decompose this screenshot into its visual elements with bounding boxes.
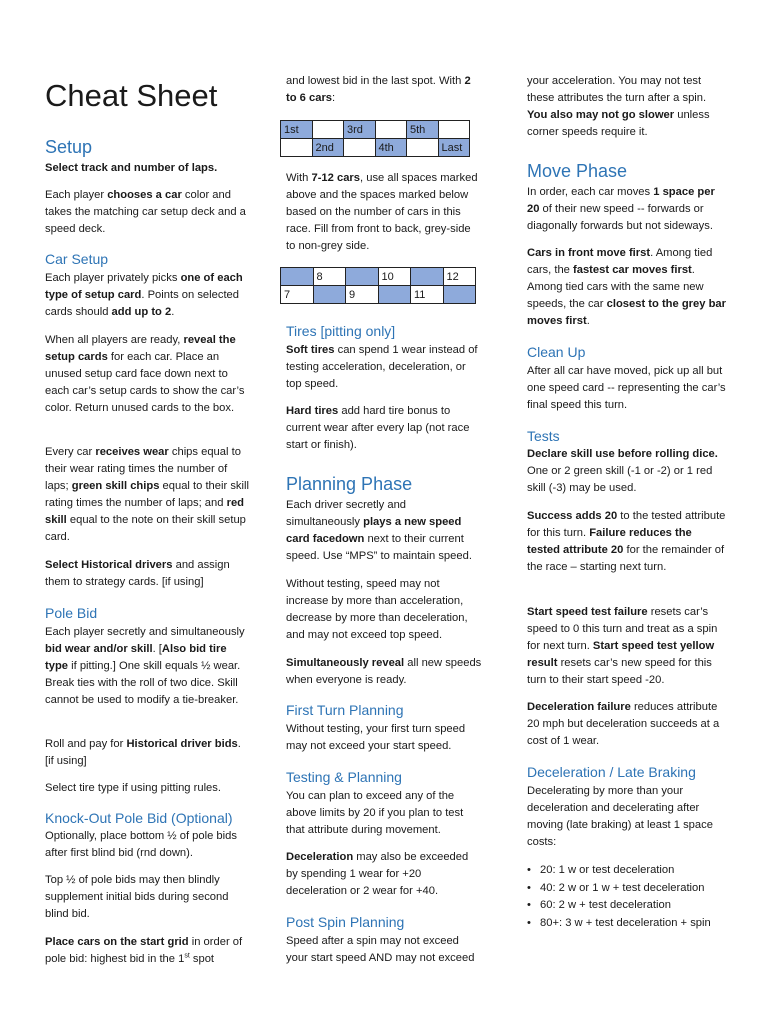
start-grid-small — [280, 120, 470, 157]
tests-text-3: Start speed test failure resets car’s speed to 0 this turn and treat as a spin for next turn. Start speed test yellow result resets car’s new speed for this turn to their start speed -20. — [527, 606, 718, 686]
pole-bid-text-1: Each player secretly and simultaneously bid wear and/or skill. [Also bid tire type if pitting.] One skill equals ½ wear. Break ties with the roll of two dice. Skill cannot be used to modify a tie-breaker. — [45, 626, 245, 706]
grid-cell — [344, 139, 376, 157]
grid-cell — [281, 268, 314, 286]
list-item: • 40: 2 w or 1 w + test deceleration — [527, 880, 737, 898]
start-grid-large — [280, 267, 476, 304]
tests-text-4: Deceleration failure reduces attribute 20 mph but deceleration succeeds at a cost of 1 wear. — [527, 701, 720, 747]
pole-bid-text-3: Select tire type if using pitting rules. — [45, 782, 221, 794]
grid-cell — [313, 286, 346, 304]
page-title: Cheat Sheet — [45, 78, 218, 113]
decel-text: Decelerating by more than your deceleration and decelerating after moving (late braking) at least 1 space costs: — [527, 785, 713, 848]
grid-text: With 7-12 cars, use all spaces marked above and the spaces marked below based on the number of cars in this race. Fill from front to back, grey-side to non-grey side. — [286, 172, 478, 252]
grid-cell — [411, 268, 444, 286]
knockout-text-2: Top ½ of pole bids may then blindly supplement initial bids during second blind bid. — [45, 874, 229, 920]
knockout-text-1: Optionally, place bottom ½ of pole bids after first blind bid (rnd down). — [45, 830, 237, 859]
grid-cell — [312, 121, 344, 139]
grid-cell — [375, 121, 407, 139]
grid-cell: 12 — [443, 268, 476, 286]
cleanup-heading: Clean Up — [527, 344, 586, 360]
grid-cell: 3rd — [344, 121, 376, 139]
grid-cell — [281, 139, 313, 157]
setup-text-1: Select track and number of laps. — [45, 162, 218, 174]
grid-cell: 5th — [407, 121, 439, 139]
grid-cell — [443, 286, 476, 304]
tires-heading: Tires [pitting only] — [286, 323, 396, 339]
cleanup-text: After all car have moved, pick up all but one speed card -- representing the car’s final speed this turn. — [527, 365, 726, 411]
first-turn-text: Without testing, your first turn speed may not exceed your start speed. — [286, 723, 466, 752]
grid-cell: 2nd — [312, 139, 344, 157]
planning-heading: Planning Phase — [286, 474, 413, 494]
tests-heading: Tests — [527, 428, 560, 444]
grid-cell — [407, 139, 439, 157]
testing-planning-heading: Testing & Planning — [286, 769, 402, 785]
list-item: • 20: 1 w or test deceleration — [527, 862, 737, 880]
list-item: • 80+: 3 w + test deceleration + spin — [527, 915, 737, 933]
grid-cell — [378, 286, 411, 304]
start-grid-row — [281, 268, 476, 286]
start-grid-row — [281, 286, 476, 304]
move-text-1: In order, each car moves 1 space per 20 of their new speed -- forwards or diagonally forwards but not sideways. — [527, 186, 715, 232]
planning-text-1: Each driver secretly and simultaneously plays a new speed card facedown next to their current speed. Use “MPS” to maintain speed. — [286, 499, 472, 562]
first-turn-heading: First Turn Planning — [286, 702, 404, 718]
move-heading: Move Phase — [527, 161, 628, 181]
car-setup-text-1: Each player privately picks one of each type of setup card. Points on selected cards should add up to 2. — [45, 272, 243, 318]
post-spin-text: Speed after a spin may not exceed your start speed AND may not exceed — [286, 935, 475, 964]
planning-text-2: Without testing, speed may not increase by more than acceleration, decrease by more than deceleration, and may not exceed top speed. — [286, 578, 468, 641]
spin-continuation-text: your acceleration. You may not test these attributes the turn after a spin. You also may not go slower unless corner speeds require it. — [527, 75, 710, 138]
car-setup-text-4: Select Historical drivers and assign them to strategy cards. [if using] — [45, 559, 230, 588]
setup-heading: Setup — [45, 137, 93, 157]
grid-cell: 7 — [281, 286, 314, 304]
grid-cell: 1st — [281, 121, 313, 139]
testing-planning-text-2: Deceleration may also be exceeded by spending 1 wear for +20 deceleration or 2 wear for +40. — [286, 851, 469, 897]
car-setup-text-3: Every car receives wear chips equal to their wear rating times the number of laps; green skill chips equal to their skill rating times the number of laps; and red skill equal to the note on their skill setup card. — [45, 446, 249, 543]
grid-cell: Last — [438, 139, 470, 157]
car-setup-heading: Car Setup — [45, 251, 109, 267]
pole-bid-text-2: Roll and pay for Historical driver bids. [if using] — [45, 738, 241, 767]
tires-text-1: Soft tires can spend 1 wear instead of testing acceleration, deceleration, or top speed. — [286, 344, 478, 390]
grid-cell — [346, 268, 379, 286]
grid-cell — [438, 121, 470, 139]
grid-cell: 8 — [313, 268, 346, 286]
grid-cell: 11 — [411, 286, 444, 304]
setup-text-2: Each player chooses a car color and takes the matching car setup deck and a speed deck. — [45, 189, 246, 235]
grid-cell: 10 — [378, 268, 411, 286]
car-setup-text-2: When all players are ready, reveal the setup cards for each car. Place an unused setup card face down next to each car’s setup cards to show the car’s color. Return unused cards to the box. — [45, 334, 245, 414]
start-grid-row — [281, 121, 470, 139]
pole-bid-heading: Pole Bid — [45, 605, 98, 621]
planning-text-3: Simultaneously reveal all new speeds when everyone is ready. — [286, 657, 482, 686]
grid-cell: 4th — [375, 139, 407, 157]
post-spin-heading: Post Spin Planning — [286, 914, 405, 930]
knockout-heading: Knock-Out Pole Bid (Optional) — [45, 810, 233, 826]
tests-text-2: Success adds 20 to the tested attribute for this turn. Failure reduces the tested attribute 20 for the remainder of the race – starting next turn. — [527, 510, 726, 573]
testing-planning-text-1: You can plan to exceed any of the above limits by 20 if you plan to test that attribute during movement. — [286, 790, 464, 836]
list-item: • 60: 2 w + test deceleration — [527, 897, 737, 915]
knockout-text-3: Place cars on the start grid in order of pole bid: highest bid in the 1st spot — [45, 936, 243, 965]
tires-text-2: Hard tires add hard tire bonus to current wear after every lap (not race start or finish). — [286, 405, 470, 451]
grid-cell: 9 — [346, 286, 379, 304]
start-grid-row — [281, 139, 470, 157]
decel-heading: Deceleration / Late Braking — [527, 764, 696, 780]
decel-cost-list — [527, 862, 737, 932]
grid-intro-text: and lowest bid in the last spot. With 2 to 6 cars: — [286, 75, 471, 104]
tests-text-1: Declare skill use before rolling dice. One or 2 green skill (-1 or -2) or 1 red skill (-3) may be used. — [527, 448, 718, 494]
move-text-2: Cars in front move first. Among tied cars, the fastest car moves first. Among tied cars with the same new speeds, the car closest to the grey bar moves first. — [527, 247, 726, 327]
